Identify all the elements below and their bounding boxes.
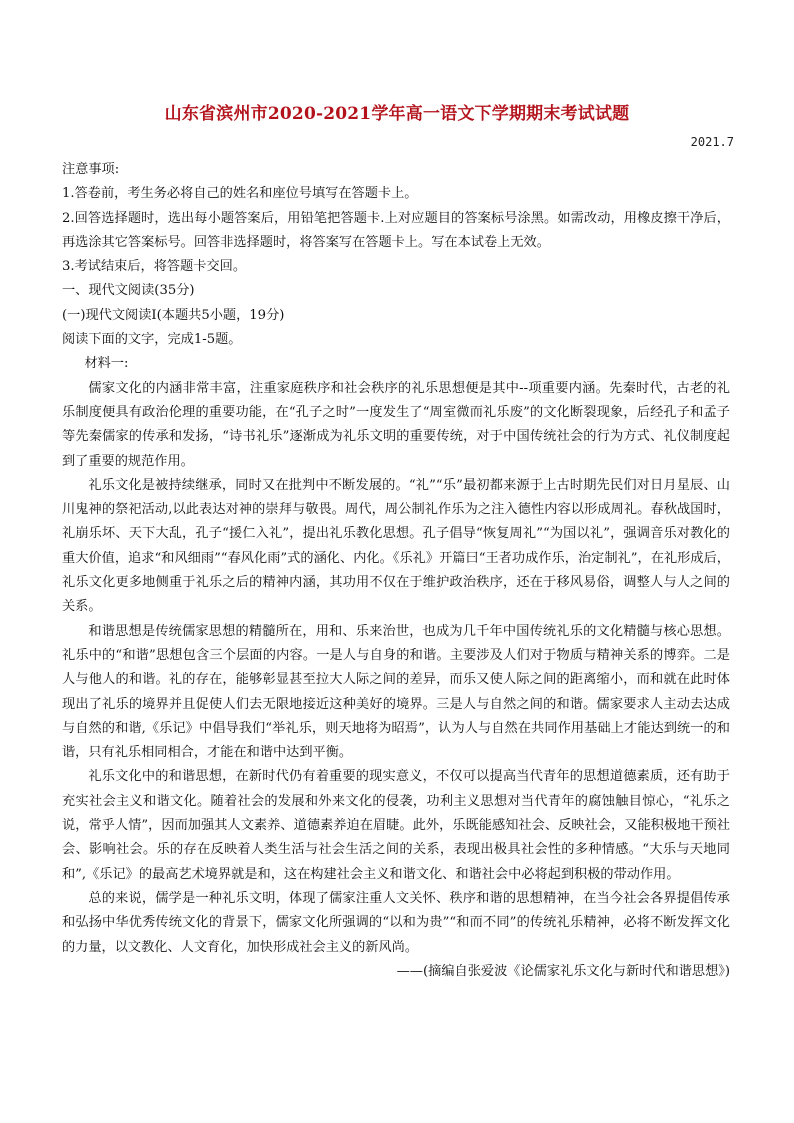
section-subheading: (一)现代文阅读Ⅰ(本题共5小题，19分) bbox=[62, 307, 285, 323]
reading-instruction: 阅读下面的文字，完成1-5题。 bbox=[62, 332, 242, 348]
section-heading: 一、现代文阅读(35分) bbox=[62, 283, 195, 299]
document-body bbox=[62, 158, 730, 984]
notice-item-2: 2.回答选择题时，选出每小题答案后，用铅笔把答题卡.上对应题目的答案标号涂黑。如需改动，用橡皮擦干净后，再选涂其它答案标号。回答非选择题时，将答案写在答题卡上。写在本试卷上无效。 bbox=[62, 210, 730, 250]
page-title: 山东省滨州市2020-2021学年高一语文下学期期末考试试题 bbox=[164, 104, 630, 124]
paragraph-2: 礼乐文化是被持续继承，同时又在批判中不断发展的。“礼”“乐”最初都来源于上古时期先民们对日月星辰、山川鬼神的祭祀活动,以此表达对神的崇拜与敬畏。周代，周公制礼作乐为之注入德性内容以形成周礼。春秋战国时，礼崩乐坏、天下大乱，孔子“援仁入礼”，提出礼乐教化思想。孔子倡导“恢复周礼”“为国以礼”，强调音乐对教化的重大价值，追求“和风细雨”“春风化雨”式的涵化、内化。《乐礼》开篇曰“王者功成作乐，治定制礼”，在礼形成后，礼乐文化更多地侧重于礼乐之后的精神内涵，其功用不仅在于维护政治秩序，还在于移风易俗，调整人与人之间的关系。 bbox=[62, 477, 730, 615]
notice-item-3: 3.考试结束后，将答题卡交回。 bbox=[62, 259, 247, 275]
material-label: 材料一: bbox=[84, 356, 129, 372]
notice-item-1: 1.答卷前，考生务必将自己的姓名和座位号填写在答题卡上。 bbox=[62, 186, 418, 202]
paragraph-4: 礼乐文化中的和谐思想，在新时代仍有着重要的现实意义，不仅可以提高当代青年的思想道德素质，还有助于充实社会主义和谐文化。随着社会的发展和外来文化的侵袭，功利主义思想对当代青年的腐蚀触目惊心，“礼乐之说，常乎人情”，因而加强其人文素养、道德素养迫在眉睫。此外，乐既能感知社会、反映社会，又能积极地干预社会、影响社会。乐的存在反映着人类生活与社会生活之间的关系，表现出极具社会性的多种情感。“大乐与天地同和”,《乐记》的最高艺术境界就是和，这在构建社会主义和谐文化、和谐社会中必将起到积极的带动作用。 bbox=[62, 769, 730, 882]
paragraph-1: 儒家文化的内涵非常丰富，注重家庭秩序和社会秩序的礼乐思想便是其中--项重要内涵。先秦时代，古老的礼乐制度便具有政治伦理的重要功能，在“孔子之时”一度发生了“周室微而礼乐废”的文化断裂现象，后经孔子和孟子等先秦儒家的传承和发扬，“诗书礼乐”逐渐成为礼乐文明的重要传统，对于中国传统社会的行为方式、礼仪制度起到了重要的规范作用。 bbox=[62, 380, 730, 469]
notice-heading: 注意事项: bbox=[62, 162, 120, 177]
source-citation: ——(摘编自张爱波《论儒家礼乐文化与新时代和谐思想》) bbox=[396, 963, 730, 979]
exam-date: 2021.7 bbox=[690, 135, 734, 149]
paragraph-5: 总的来说，儒学是一种礼乐文明，体现了儒家注重人文关怀、秩序和谐的思想精神，在当今社会各界提倡传承和弘扬中华优秀传统文化的背景下，儒家文化所强调的“以和为贵”“和而不同”的传统礼乐精神，必将不断发挥文化的力量，以文教化、人文育化，加快形成社会主义的新风尚。 bbox=[62, 890, 730, 955]
paragraph-3: 和谐思想是传统儒家思想的精髓所在，用和、乐来治世，也成为几千年中国传统礼乐的文化精髓与核心思想。礼乐中的“和谐”思想包含三个层面的内容。一是人与自身的和谐。主要涉及人们对于物质与精神关系的博弈。二是人与他人的和谐。礼的存在，能够彰显甚至拉大人际之间的差异，而乐又使人际之间的距离缩小，而和就在此时体现出了礼乐的境界并且促使人们去无限地接近这种美好的境界。三是人与自然之间的和谐。儒家要求人主动去达成与自然的和谐,《乐记》中倡导我们“举礼乐，则天地将为昭焉”，认为人与自然在共同作用基础上才能达到统一的和谐，只有礼乐相同相合，才能在和谐中达到平衡。 bbox=[62, 623, 730, 761]
